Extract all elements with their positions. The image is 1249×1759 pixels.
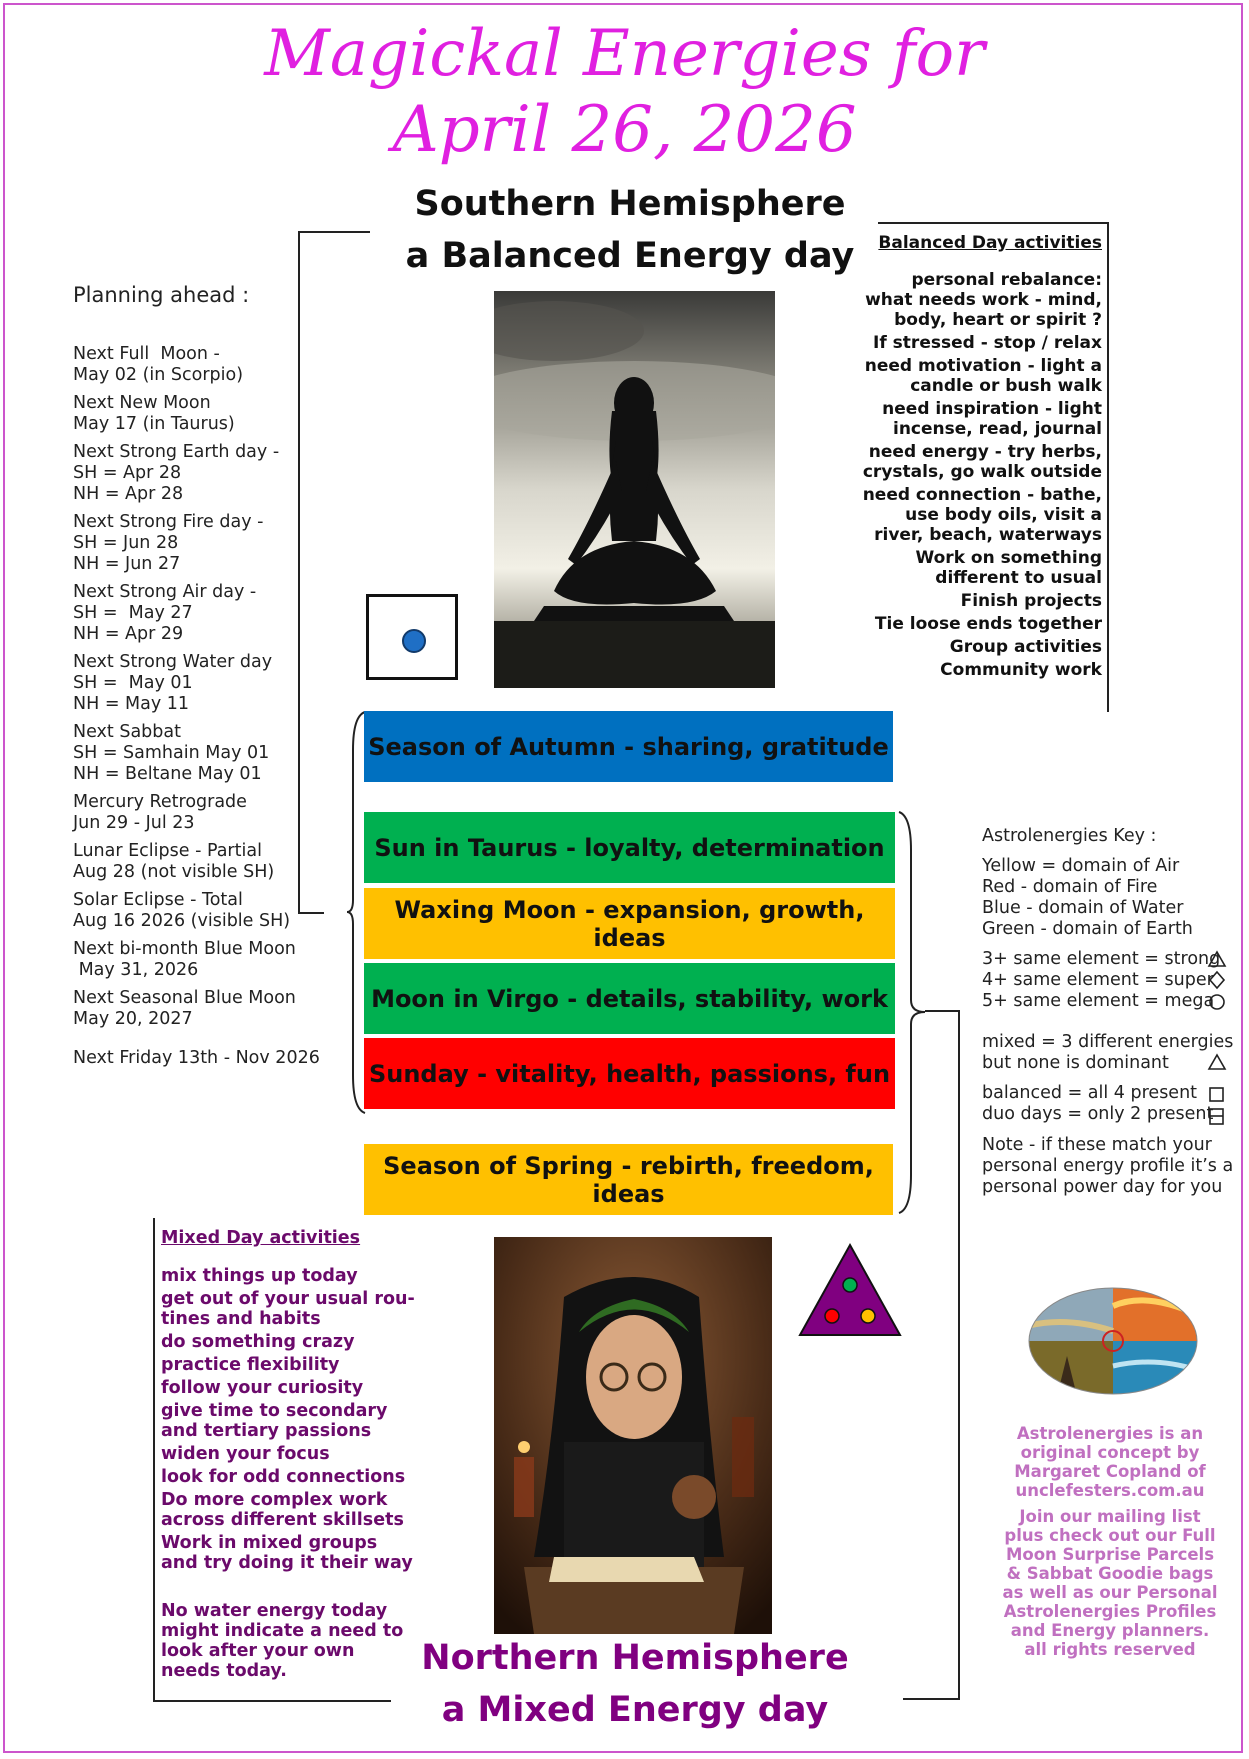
planning-item-line: NH = Apr 28 (73, 484, 184, 504)
planning-item-line: NH = Jun 27 (73, 554, 181, 574)
bracket-line (958, 1010, 960, 1700)
mixed-activity: Work in mixed groups and try doing it their way (161, 1533, 413, 1573)
planning-item-line: Next Strong Fire day - (73, 512, 264, 532)
bracket-curve (897, 810, 927, 1215)
mixed-activity: widen your focus (161, 1444, 330, 1464)
mixed-activity: practice flexibility (161, 1355, 340, 1375)
balanced-activity: personal rebalance: what needs work - mind, body, heart or spirit ? (865, 270, 1102, 330)
bracket-line (153, 1218, 155, 1702)
credit-block-2: Join our mailing list plus check out our Full Moon Surprise Parcels & Sabbat Goodie bags as well as our Personal Astrolenergies Profiles and Energy planners. all rights reserved (1002, 1507, 1218, 1659)
planning-item-line: NH = Beltane May 01 (73, 764, 262, 784)
planning-item-line: Next Full Moon - (73, 344, 220, 364)
planning-item (73, 1048, 320, 1069)
bracket-line (903, 1698, 960, 1700)
planning-item-line: Next Seasonal Blue Moon (73, 988, 296, 1008)
page-title-line1: Magickal Energies for (264, 17, 985, 91)
planning-item-line: May 02 (in Scorpio) (73, 365, 244, 385)
band-day: Sunday - vitality, health, passions, fun (364, 1038, 895, 1109)
bracket-line (1107, 222, 1109, 712)
key-line: duo days = only 2 present (982, 1104, 1214, 1124)
planning-item (73, 939, 320, 981)
meditating-silhouette-photo (494, 291, 775, 688)
key-line: personal energy profile it’s a (982, 1156, 1234, 1176)
planning-list (73, 344, 320, 1076)
planning-item (73, 988, 320, 1030)
balanced-activity: Tie loose ends together (874, 614, 1102, 634)
key-balanced (982, 1083, 1213, 1125)
planning-item-line: SH = May 01 (73, 673, 193, 693)
planning-item (73, 890, 320, 932)
key-mixed (982, 1032, 1233, 1074)
key-domains (982, 856, 1193, 940)
bracket-line (878, 222, 1107, 224)
planning-item-line: May 31, 2026 (73, 960, 199, 980)
planning-heading: Planning ahead : (73, 283, 250, 307)
balanced-activity: If stressed - stop / relax (873, 333, 1102, 353)
planning-item-line: Jun 29 - Jul 23 (73, 813, 195, 833)
key-note (982, 1135, 1233, 1198)
balanced-heading: Balanced Day activities (878, 233, 1102, 253)
north-heading: Northern Hemisphere a Mixed Energy day (421, 1638, 849, 1730)
key-line: but none is dominant (982, 1053, 1169, 1073)
bracket-line (925, 1010, 960, 1012)
balanced-activity: Work on something different to usual (915, 548, 1102, 588)
band-moon-sign: Moon in Virgo - details, stability, work (364, 963, 895, 1034)
mixed-activity: get out of your usual rou- tines and habits (161, 1289, 415, 1329)
planning-item-line: Next Strong Water day (73, 652, 273, 672)
key-line: Green - domain of Earth (982, 919, 1193, 939)
band-autumn: Season of Autumn - sharing, gratitude (364, 711, 893, 782)
planning-item (73, 652, 320, 715)
key-line: Note - if these match your (982, 1135, 1212, 1155)
planning-item-line: Aug 16 2026 (visible SH) (73, 911, 291, 931)
mixed-activity: do something crazy (161, 1332, 355, 1352)
planning-item-line: Next Strong Earth day - (73, 442, 280, 462)
key-line: Yellow = domain of Air (982, 856, 1180, 876)
balanced-activities-list (863, 270, 1102, 683)
planning-item-line: NH = Apr 29 (73, 624, 184, 644)
key-line: 5+ same element = mega (982, 991, 1215, 1011)
mixed-activity: give time to secondary and tertiary passions (161, 1401, 388, 1441)
bracket-line (153, 1700, 391, 1702)
band-moon-phase: Waxing Moon - expansion, growth, ideas (364, 888, 895, 959)
planning-item-line: Aug 28 (not visible SH) (73, 862, 275, 882)
key-line: 4+ same element = super (982, 970, 1214, 990)
bracket-line (298, 231, 370, 233)
planning-item (73, 393, 320, 435)
planning-item-line: SH = Samhain May 01 (73, 743, 270, 763)
purple-triangle-three-dots-icon (797, 1242, 903, 1338)
square-with-blue-dot-icon (366, 594, 458, 680)
planning-item-line: Next Sabbat (73, 722, 181, 742)
planning-item (73, 722, 320, 785)
balanced-activity: need motivation - light a candle or bush walk (864, 356, 1102, 396)
planning-item (73, 344, 320, 386)
planning-item-line: Mercury Retrograde (73, 792, 247, 812)
mixed-activity: follow your curiosity (161, 1378, 364, 1398)
key-line: balanced = all 4 present (982, 1083, 1198, 1103)
balanced-activity: need connection - bathe, use body oils, visit a river, beach, waterways (862, 485, 1102, 545)
planning-item (73, 792, 320, 834)
key-line: 3+ same element = strong (982, 949, 1221, 969)
planning-item-line: Lunar Eclipse - Partial (73, 841, 262, 861)
key-heading: Astrolenergies Key : (982, 826, 1157, 846)
balanced-activity: Finish projects (960, 591, 1102, 611)
balanced-activity: need energy - try herbs, crystals, go walk outside (862, 442, 1102, 482)
planning-item-line: Next Friday 13th - Nov 2026 (73, 1048, 320, 1068)
planning-item (73, 512, 320, 575)
square-icon (1208, 1086, 1226, 1126)
planning-item-line: Next New Moon (73, 393, 211, 413)
elements-oval-logo (1027, 1286, 1200, 1396)
planning-item-line: Next bi-month Blue Moon (73, 939, 296, 959)
planning-item-line: SH = May 27 (73, 603, 193, 623)
mixed-activity: look for odd connections (161, 1467, 406, 1487)
planning-item (73, 582, 320, 645)
planning-item (73, 841, 320, 883)
mixed-activities-list (161, 1266, 415, 1576)
balanced-activity: Group activities (949, 637, 1102, 657)
witch-with-books-photo (494, 1237, 772, 1634)
planning-item (73, 442, 320, 505)
planning-item-line: Solar Eclipse - Total (73, 890, 243, 910)
band-sun: Sun in Taurus - loyalty, determination (364, 812, 895, 883)
planning-item-line: May 17 (in Taurus) (73, 414, 235, 434)
balanced-activity: need inspiration - light incense, read, journal (882, 399, 1102, 439)
mixed-note: No water energy today might indicate a need to look after your own needs today. (161, 1601, 404, 1681)
key-line: Red - domain of Fire (982, 877, 1158, 897)
triangle-icon (1207, 1053, 1227, 1071)
planning-item-line: May 20, 2027 (73, 1009, 193, 1029)
mixed-heading: Mixed Day activities (161, 1228, 361, 1248)
key-line: mixed = 3 different energies (982, 1032, 1234, 1052)
mixed-activity: Do more complex work across different skillsets (161, 1490, 404, 1530)
key-line: personal power day for you (982, 1177, 1223, 1197)
page-title-line2: April 26, 2026 (392, 93, 857, 167)
key-levels (982, 949, 1220, 1012)
balanced-activity: Community work (940, 660, 1102, 680)
key-line: Blue - domain of Water (982, 898, 1184, 918)
band-spring: Season of Spring - rebirth, freedom, ideas (364, 1144, 893, 1215)
planning-item-line: Next Strong Air day - (73, 582, 257, 602)
credit-block-1: Astrolenergies is an original concept by Margaret Copland of unclefesters.com.au (1014, 1424, 1206, 1500)
planning-item-line: SH = Apr 28 (73, 463, 182, 483)
level-shapes-icon (1207, 950, 1227, 1012)
south-heading: Southern Hemisphere a Balanced Energy day (405, 184, 855, 276)
mixed-activity: mix things up today (161, 1266, 358, 1286)
planning-item-line: NH = May 11 (73, 694, 190, 714)
planning-item-line: SH = Jun 28 (73, 533, 179, 553)
